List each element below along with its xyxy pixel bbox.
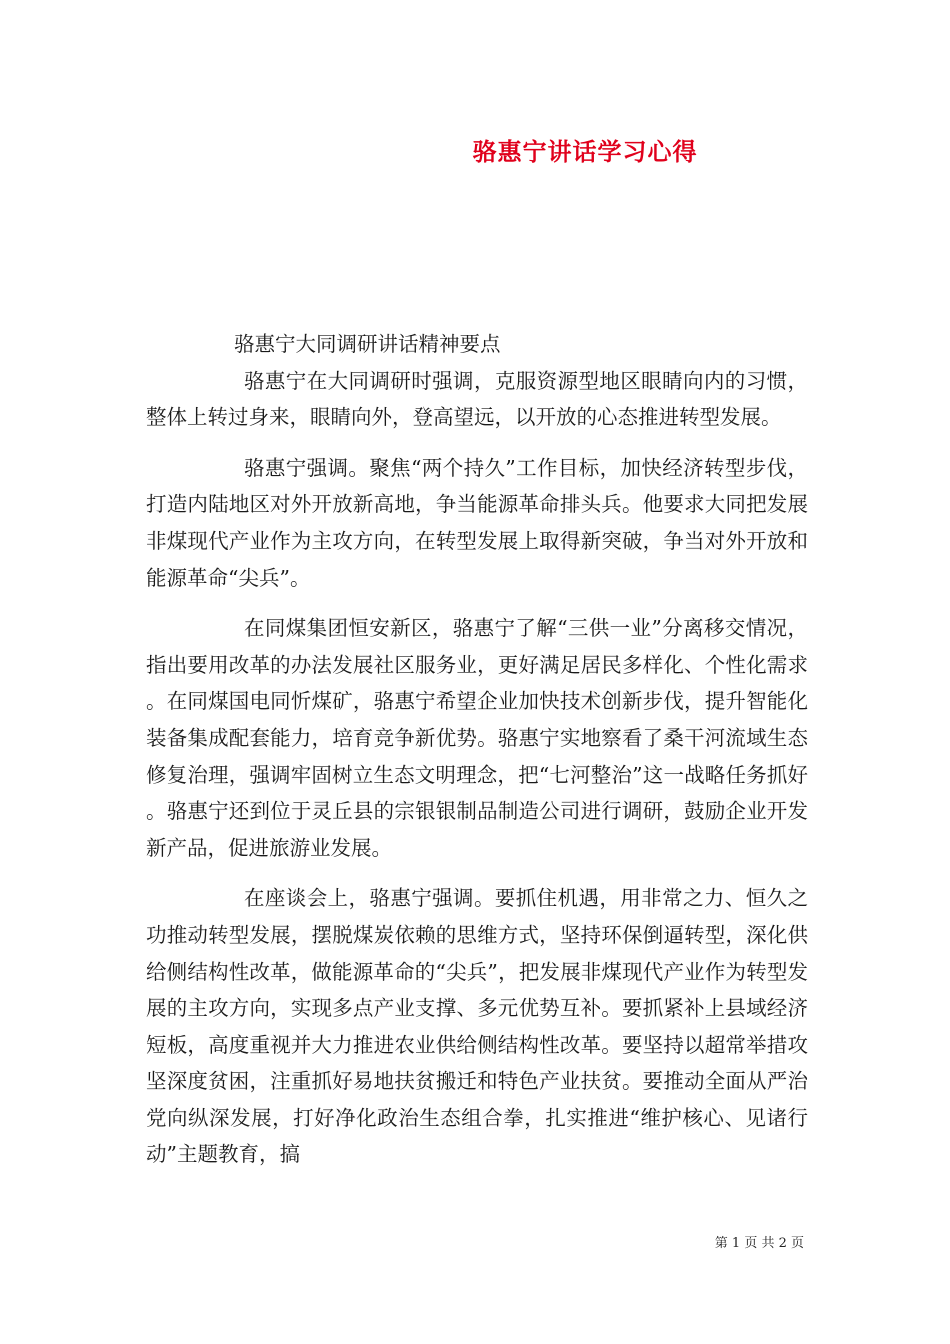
paragraph-4: 在座谈会上，骆惠宁强调。要抓住机遇，用非常之力、恒久之功推动转型发展，摆脱煤炭依赖的思维方式，坚持环保倒逼转型，深化供给侧结构性改革，做能源革命的“尖兵”，把发展非煤现代产业作为转型发展的主攻方向，实现多点产业支撑、多元优势互补。要抓紧补上县域经济短板，高度重视并大力推进农业供给侧结构性改革。要坚持以超常举措攻坚深度贫困，注重抓好易地扶贫搬迁和特色产业扶贫。要推动全面从严治党向纵深发展，打好净化政治生态组合拳，扎实推进“维护核心、见诸行动”主题教育，搞 — [146, 886, 808, 1167]
document-body — [146, 326, 808, 1173]
paragraph-1: 骆惠宁在大同调研时强调，克服资源型地区眼睛向内的习惯，整体上转过身来，眼睛向外，登高望远，以开放的心态推进转型发展。 — [146, 368, 808, 430]
paragraph-3: 在同煤集团恒安新区，骆惠宁了解“三供一业”分离移交情况，指出要用改革的办法发展社区服务业，更好满足居民多样化、个性化需求。在同煤国电同忻煤矿，骆惠宁希望企业加快技术创新步伐，提升智能化装备集成配套能力，培育竞争新优势。骆惠宁实地察看了桑干河流域生态修复治理，强调牢固树立生态文明理念，把“七河整治”这一战略任务抓好。骆惠宁还到位于灵丘县的宗银银制品制造公司进行调研，鼓励企业开发新产品，促进旅游业发展。 — [146, 616, 808, 860]
paragraph-2: 骆惠宁强调。聚焦“两个持久”工作目标，加快经济转型步伐，打造内陆地区对外开放新高地，争当能源革命排头兵。他要求大同把发展非煤现代产业作为主攻方向，在转型发展上取得新突破，争当对外开放和能源革命“尖兵”。 — [146, 455, 808, 590]
document-subtitle: 骆惠宁大同调研讲话精神要点 — [234, 332, 501, 356]
page-number-footer: 第 1 页 共 2 页 — [714, 1236, 804, 1251]
document-title: 骆惠宁讲话学习心得 — [472, 137, 698, 166]
